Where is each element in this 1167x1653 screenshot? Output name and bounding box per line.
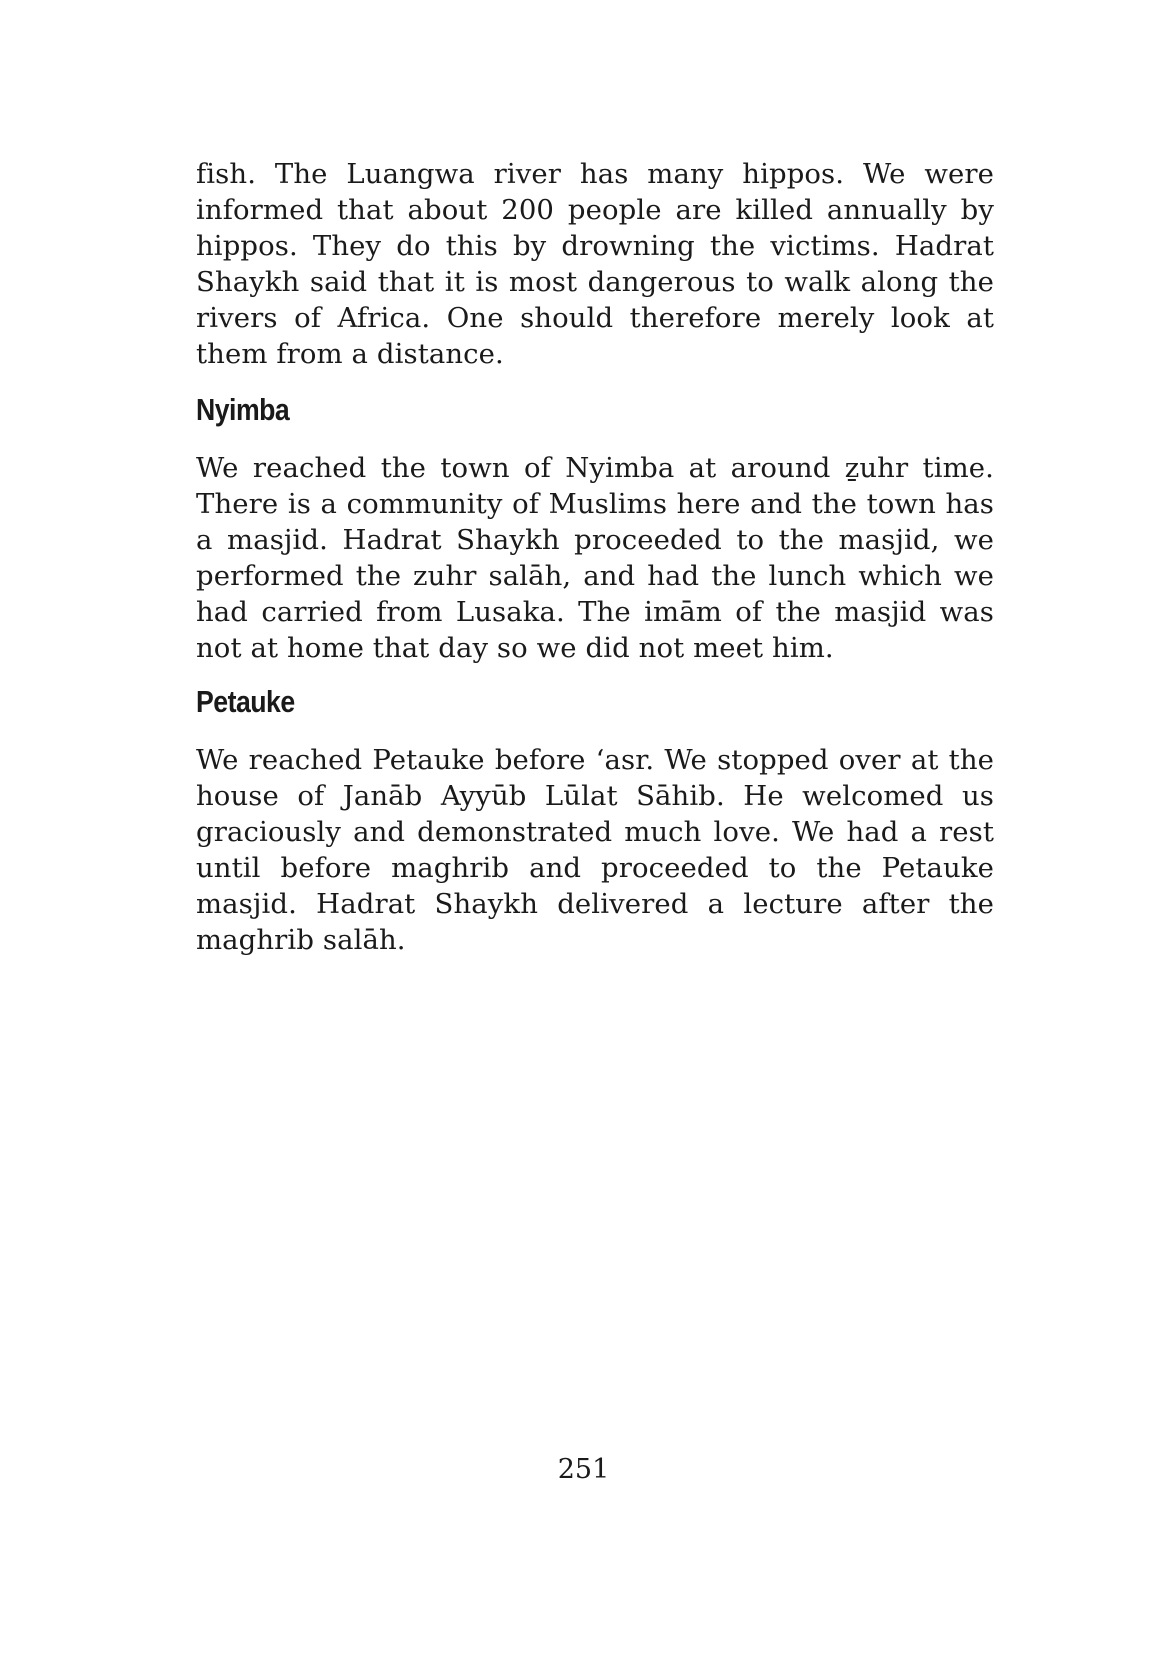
section-heading-petauke: Petauke (196, 684, 295, 719)
paragraph-nyimba: We reached the town of Nyimba at around ẕuhr time. There is a community of Muslims here and the town has a masjid. Hadrat Shaykh proceeded to the masjid, we performed the zuhr salāh, and had the lunch which we had carried from Lusaka. The imām of the masjid was not at home that day so we did not meet him. (196, 452, 994, 664)
page-content (196, 156, 994, 958)
paragraph-hippos: fish. The Luangwa river has many hippos. We were informed that about 200 people are killed annually by hippos. They do this by drowning the victims. Hadrat Shaykh said that it is most dangerous to walk along the rivers of Africa. One should therefore merely look at them from a distance. (196, 158, 994, 370)
section-heading-nyimba: Nyimba (196, 392, 290, 427)
paragraph-petauke: We reached Petauke before ‘asr. We stopped over at the house of Janāb Ayyūb Lūlat Sāhib. He welcomed us graciously and demonstrated much love. We had a rest until before maghrib and proceeded to the Petauke masjid. Hadrat Shaykh delivered a lecture after the maghrib salāh. (196, 744, 994, 956)
page-number: 251 (557, 1454, 610, 1485)
